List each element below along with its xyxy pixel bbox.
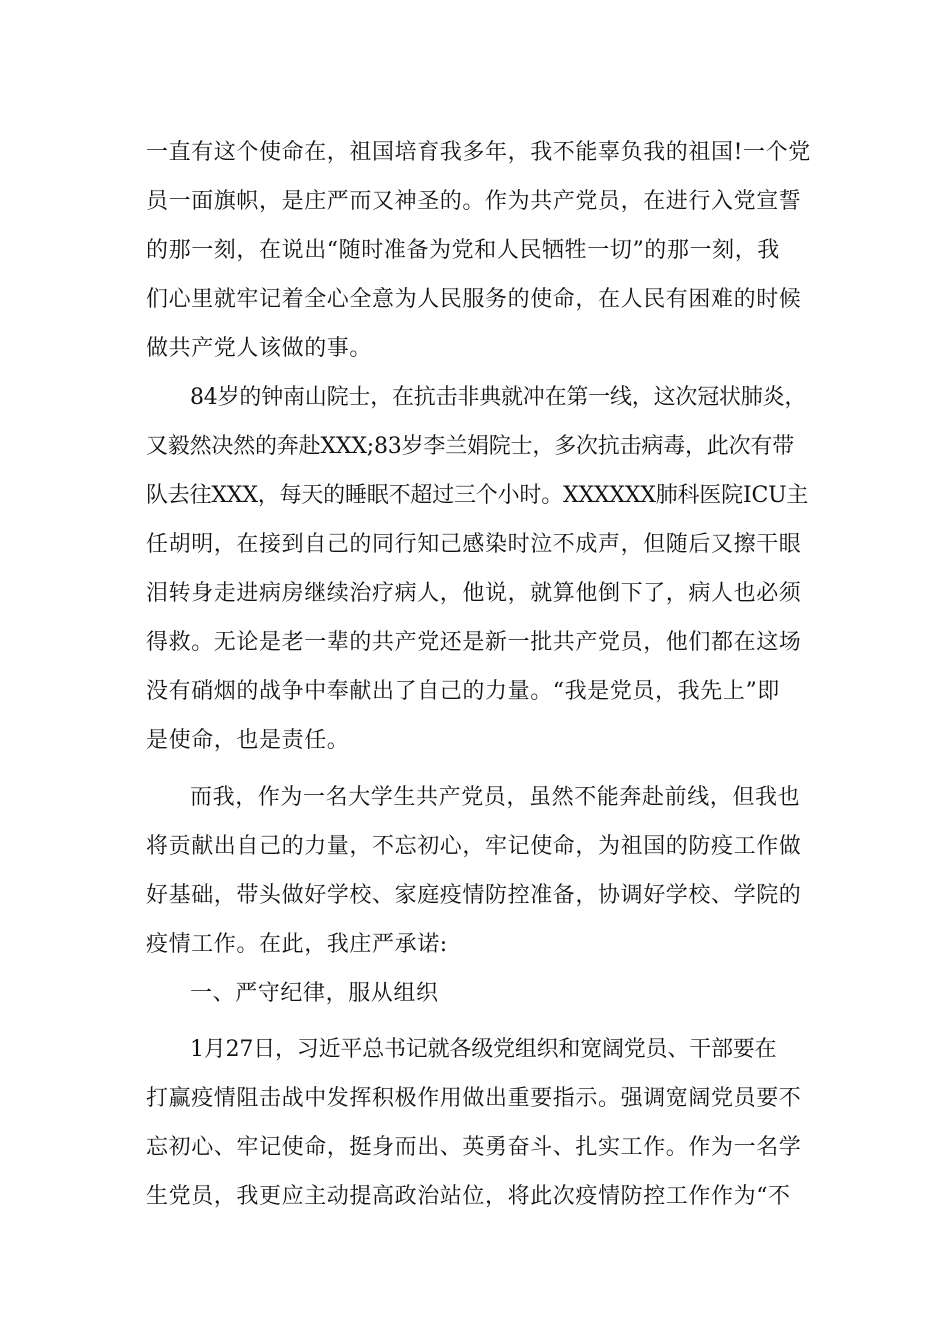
text-line: 而我，作为一名大学生共产党员，虽然不能奔赴前线，但我也 bbox=[190, 785, 801, 810]
text-line: 队去往XXX，每天的睡眠不超过三个小时。XXXXXX肺科医院ICU主 bbox=[146, 483, 809, 508]
text-line: 84岁的钟南山院士，在抗击非典就冲在第一线，这次冠状肺炎， bbox=[190, 385, 807, 410]
text-line: 疫情工作。在此，我庄严承诺: bbox=[146, 932, 448, 957]
text-line: 一直有这个使命在，祖国培育我多年，我不能辜负我的祖国!一个党 bbox=[146, 140, 811, 165]
text-line: 是使命，也是责任。 bbox=[146, 728, 350, 753]
text-line: 泪转身走进病房继续治疗病人，他说，就算他倒下了，病人也必须 bbox=[146, 581, 802, 606]
text-line: 得救。无论是老一辈的共产党还是新一批共产党员，他们都在这场 bbox=[146, 630, 802, 655]
text-line: 没有硝烟的战争中奉献出了自己的力量。“我是党员，我先上”即 bbox=[146, 679, 780, 704]
text-line: 的那一刻，在说出“随时准备为党和人民牺牲一切”的那一刻，我 bbox=[146, 238, 780, 263]
text-line: 员一面旗帜，是庄严而又神圣的。作为共产党员，在进行入党宣誓 bbox=[146, 189, 802, 214]
text-line: 又毅然决然的奔赴XXX;83岁李兰娟院士，多次抗击病毒，此次有带 bbox=[146, 434, 794, 459]
text-line: 好基础，带头做好学校、家庭疫情防控准备，协调好学校、学院的 bbox=[146, 883, 802, 908]
text-line: 打赢疫情阻击战中发挥积极作用做出重要指示。强调宽阔党员要不 bbox=[146, 1086, 802, 1111]
text-line: 将贡献出自己的力量，不忘初心，牢记使命，为祖国的防疫工作做 bbox=[146, 834, 802, 859]
text-line: 任胡明，在接到自己的同行知己感染时泣不成声，但随后又擦干眼 bbox=[146, 532, 802, 557]
text-line: 忘初心、牢记使命，挺身而出、英勇奋斗、扎实工作。作为一名学 bbox=[146, 1135, 802, 1160]
text-line: 做共产党人该做的事。 bbox=[146, 336, 373, 361]
section-heading: 一、严守纪律，服从组织 bbox=[190, 981, 439, 1006]
text-line: 生党员，我更应主动提高政治站位，将此次疫情防控工作作为“不 bbox=[146, 1184, 791, 1209]
text-line: 1月27日，习近平总书记就各级党组织和宽阔党员、干部要在 bbox=[190, 1037, 777, 1062]
text-line: 们心里就牢记着全心全意为人民服务的使命，在人民有困难的时候 bbox=[146, 287, 802, 312]
